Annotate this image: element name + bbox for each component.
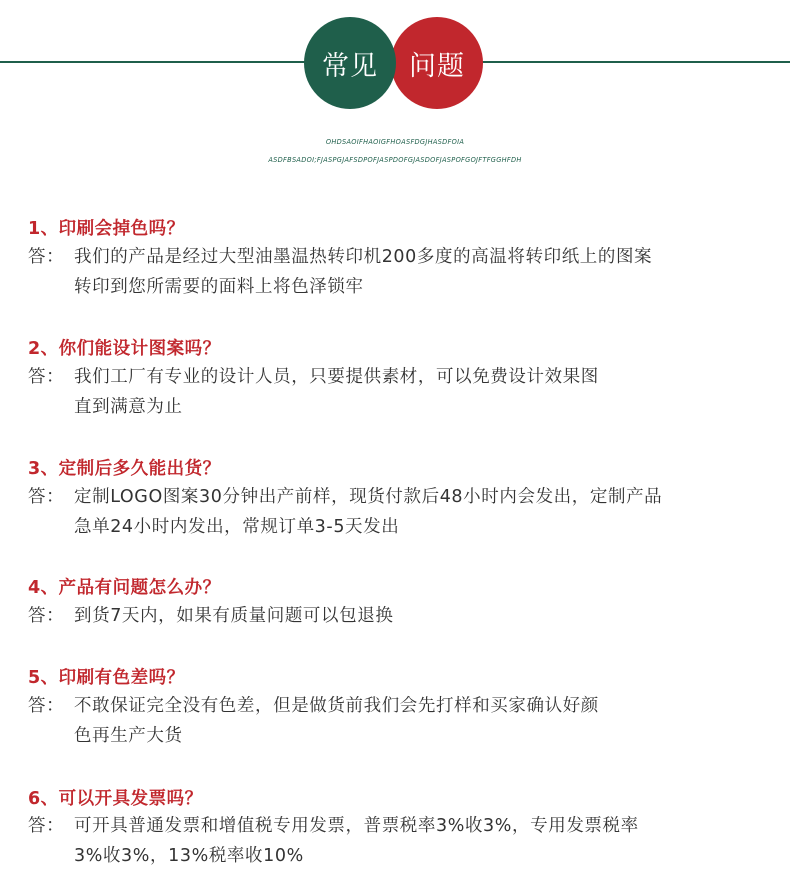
header-rule-right: [478, 61, 790, 63]
header-rule-left: [0, 61, 312, 63]
faq-question-2: 2、你们能设计图案吗？: [28, 339, 221, 359]
title-badge-left: 常见: [304, 17, 396, 109]
answer-label: 答：: [28, 487, 65, 507]
faq-question-6: 6、可以开具发票吗？: [28, 789, 203, 809]
subtitle-line-2: ASDFBSADOI;FJASPGJAFSDPOFJASPDOFGJASDOFJASPOFGOJFTFGGHFDH: [268, 156, 522, 164]
answer-label: 答：: [28, 247, 65, 267]
answer-line: 转印到您所需要的面料上将色泽锁牢: [74, 277, 364, 297]
faq-question-3: 3、定制后多久能出货？: [28, 459, 221, 479]
faq-answer-4: [28, 601, 394, 631]
answer-label: 答：: [28, 816, 65, 836]
faq-answer-6: [28, 811, 639, 866]
answer-line: 我们的产品是经过大型油墨温热转印机200多度的高温将转印纸上的图案: [74, 247, 653, 267]
answer-label: 答：: [28, 606, 65, 626]
answer-line: 我们工厂有专业的设计人员，只要提供素材，可以免费设计效果图: [74, 367, 599, 387]
faq-answer-2: [28, 362, 599, 417]
answer-line: 到货7天内，如果有质量问题可以包退换: [74, 606, 394, 626]
answer-line: 色再生产大货: [74, 726, 183, 746]
answer-label: 答：: [28, 367, 65, 387]
faq-answer-1: [28, 242, 653, 297]
answer-label: 答：: [28, 696, 65, 716]
faq-answer-3: [28, 482, 663, 537]
faq-question-4: 4、产品有问题怎么办？: [28, 578, 221, 598]
answer-line: 不敢保证完全没有色差，但是做货前我们会先打样和买家确认好颜: [74, 696, 599, 716]
answer-line: 3%收3%，13%税率收10%: [74, 846, 304, 866]
subtitle-line-1: OHDSAOIFHAOIGFHOASFDGJHASDFOIA: [325, 138, 465, 146]
faq-question-5: 5、印刷有色差吗？: [28, 668, 185, 688]
faq-question-1: 1、印刷会掉色吗？: [28, 219, 185, 239]
faq-answer-5: [28, 691, 599, 746]
answer-line: 直到满意为止: [74, 397, 183, 417]
title-badge-right: 问题: [391, 17, 483, 109]
answer-line: 急单24小时内发出，常规订单3-5天发出: [74, 517, 400, 537]
answer-line: 可开具普通发票和增值税专用发票，普票税率3%收3%，专用发票税率: [74, 816, 639, 836]
answer-line: 定制LOGO图案30分钟出产前样，现货付款后48小时内会发出，定制产品: [74, 487, 663, 507]
